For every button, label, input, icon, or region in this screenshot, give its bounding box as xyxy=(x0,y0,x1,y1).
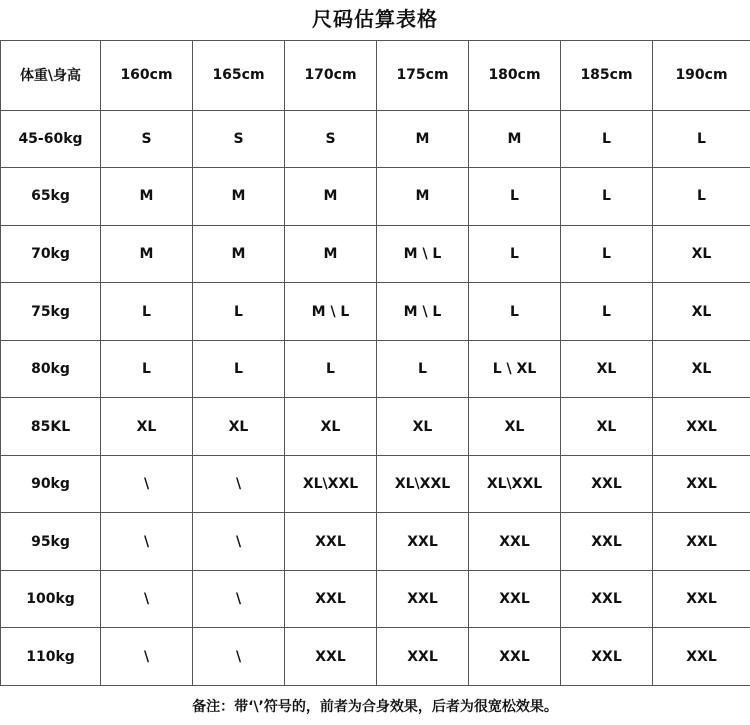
size-cell: XXL xyxy=(377,628,469,686)
size-cell: M \ L xyxy=(285,283,377,341)
size-cell: XL xyxy=(653,283,750,341)
table-row xyxy=(1,398,750,456)
table-row xyxy=(1,628,750,686)
header-height: 190cm xyxy=(653,41,750,111)
size-cell: L xyxy=(561,110,653,168)
size-cell: L xyxy=(561,168,653,226)
size-cell: XL xyxy=(653,340,750,398)
header-corner: 体重\身高 xyxy=(1,41,101,111)
size-cell: M xyxy=(377,168,469,226)
size-cell: \ xyxy=(101,570,193,628)
table-row xyxy=(1,225,750,283)
size-cell: L xyxy=(285,340,377,398)
header-height: 175cm xyxy=(377,41,469,111)
table-row xyxy=(1,455,750,513)
size-cell: L \ XL xyxy=(469,340,561,398)
header-height: 180cm xyxy=(469,41,561,111)
size-cell: XXL xyxy=(561,628,653,686)
size-cell: L xyxy=(377,340,469,398)
weight-cell: 100kg xyxy=(1,570,101,628)
size-cell: L xyxy=(469,225,561,283)
size-cell: L xyxy=(561,225,653,283)
table-row xyxy=(1,570,750,628)
header-height: 160cm xyxy=(101,41,193,111)
size-cell: L xyxy=(653,168,750,226)
table-row xyxy=(1,340,750,398)
size-cell: L xyxy=(561,283,653,341)
size-cell: XXL xyxy=(377,513,469,571)
weight-cell: 65kg xyxy=(1,168,101,226)
size-cell: XL\XXL xyxy=(285,455,377,513)
size-cell: XL xyxy=(561,398,653,456)
size-cell: XXL xyxy=(653,570,750,628)
table-body xyxy=(1,110,750,685)
header-height: 185cm xyxy=(561,41,653,111)
size-cell: M \ L xyxy=(377,225,469,283)
table-row xyxy=(1,110,750,168)
size-cell: XXL xyxy=(653,513,750,571)
size-cell: L xyxy=(193,340,285,398)
size-cell: L xyxy=(653,110,750,168)
size-cell: XXL xyxy=(285,570,377,628)
size-cell: M xyxy=(101,225,193,283)
size-cell: S xyxy=(285,110,377,168)
table-row xyxy=(1,168,750,226)
size-cell: XXL xyxy=(285,628,377,686)
table-row xyxy=(1,513,750,571)
size-cell: XL xyxy=(469,398,561,456)
size-cell: XXL xyxy=(469,628,561,686)
weight-cell: 85KL xyxy=(1,398,101,456)
weight-cell: 70kg xyxy=(1,225,101,283)
weight-cell: 80kg xyxy=(1,340,101,398)
size-cell: M xyxy=(101,168,193,226)
weight-cell: 90kg xyxy=(1,455,101,513)
size-cell: XL xyxy=(101,398,193,456)
size-cell: L xyxy=(193,283,285,341)
size-cell: M xyxy=(193,168,285,226)
size-cell: L xyxy=(101,283,193,341)
size-cell: XXL xyxy=(469,570,561,628)
size-cell: S xyxy=(101,110,193,168)
size-cell: XXL xyxy=(561,455,653,513)
weight-cell: 110kg xyxy=(1,628,101,686)
size-cell: S xyxy=(193,110,285,168)
size-cell: \ xyxy=(193,455,285,513)
size-cell: M xyxy=(285,168,377,226)
size-cell: XXL xyxy=(653,398,750,456)
footnote: 备注：带‘\’符号的，前者为合身效果，后者为很宽松效果。 xyxy=(192,699,558,715)
weight-cell: 75kg xyxy=(1,283,101,341)
size-cell: \ xyxy=(193,628,285,686)
size-cell: XXL xyxy=(561,570,653,628)
size-cell: \ xyxy=(101,513,193,571)
size-cell: XXL xyxy=(653,455,750,513)
size-cell: \ xyxy=(193,513,285,571)
header-height: 170cm xyxy=(285,41,377,111)
size-cell: XL xyxy=(193,398,285,456)
page-title: 尺码估算表格 xyxy=(312,7,438,31)
size-cell: XXL xyxy=(377,570,469,628)
size-cell: \ xyxy=(101,628,193,686)
size-cell: M xyxy=(193,225,285,283)
size-cell: XL xyxy=(653,225,750,283)
size-cell: XL xyxy=(561,340,653,398)
size-cell: XL\XXL xyxy=(469,455,561,513)
size-table xyxy=(0,40,750,686)
size-cell: M xyxy=(285,225,377,283)
size-cell: L xyxy=(101,340,193,398)
weight-cell: 45-60kg xyxy=(1,110,101,168)
size-cell: M xyxy=(377,110,469,168)
size-cell: L xyxy=(469,283,561,341)
table-row xyxy=(1,283,750,341)
size-cell: \ xyxy=(101,455,193,513)
weight-cell: 95kg xyxy=(1,513,101,571)
size-cell: XXL xyxy=(285,513,377,571)
table-header-row xyxy=(1,41,750,111)
size-cell: M \ L xyxy=(377,283,469,341)
size-cell: XL xyxy=(377,398,469,456)
size-cell: XL\XXL xyxy=(377,455,469,513)
size-cell: XXL xyxy=(561,513,653,571)
size-cell: XL xyxy=(285,398,377,456)
size-cell: XXL xyxy=(469,513,561,571)
size-cell: XXL xyxy=(653,628,750,686)
size-cell: L xyxy=(469,168,561,226)
size-cell: \ xyxy=(193,570,285,628)
size-cell: M xyxy=(469,110,561,168)
header-height: 165cm xyxy=(193,41,285,111)
